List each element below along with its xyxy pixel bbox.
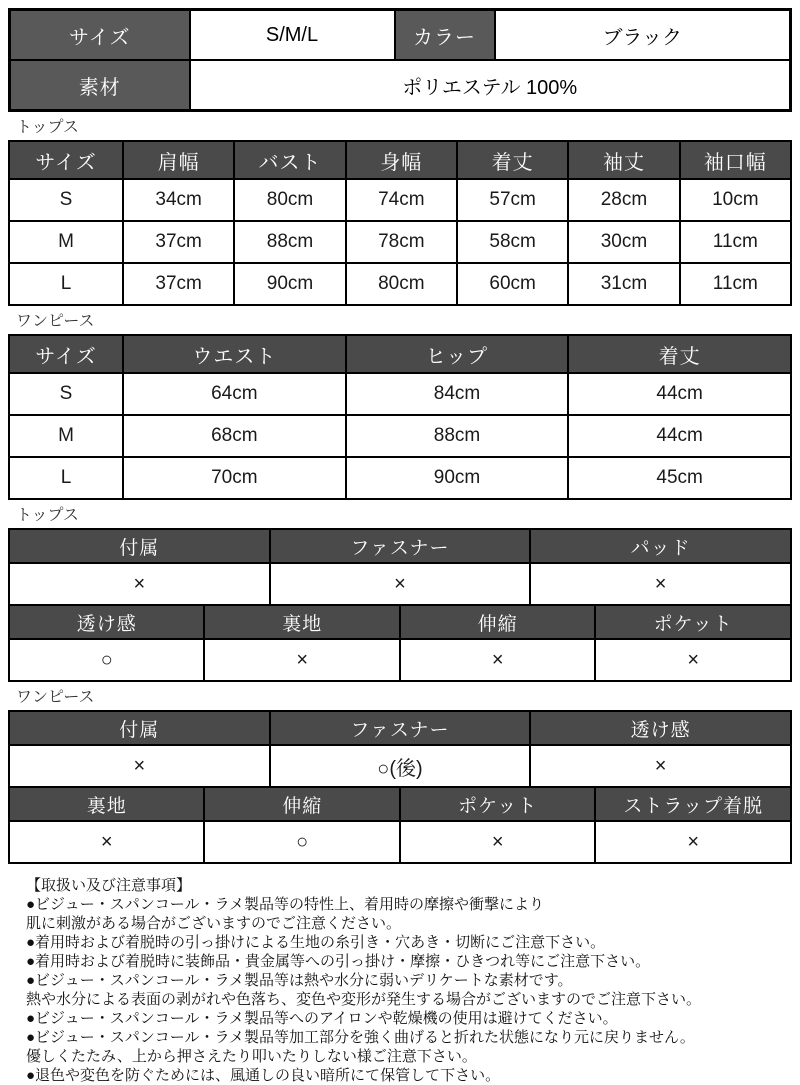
tops-header-cell: バスト bbox=[234, 141, 345, 179]
notes-title: 【取扱い及び注意事項】 bbox=[26, 877, 192, 894]
value-cell: 68cm bbox=[123, 415, 346, 457]
feature-header-cell: ストラップ着脱 bbox=[595, 787, 791, 821]
feature-header-cell: 裏地 bbox=[9, 787, 204, 821]
onepiece-header-cell: ヒップ bbox=[346, 335, 569, 373]
onepiece-header-row bbox=[9, 335, 791, 373]
tops-feat-header-row-2 bbox=[9, 605, 791, 639]
value-cell: 28cm bbox=[568, 179, 679, 221]
feature-mark-cell: × bbox=[9, 745, 270, 787]
tops-features-label: トップス bbox=[16, 507, 79, 524]
tops-header-cell: 袖丈 bbox=[568, 141, 679, 179]
tops-feat-value-row-1 bbox=[9, 563, 791, 605]
value-cell: 90cm bbox=[346, 457, 569, 499]
value-cell: 88cm bbox=[234, 221, 345, 263]
onepiece-header-cell: サイズ bbox=[9, 335, 123, 373]
onepiece-features-label: ワンピース bbox=[16, 689, 95, 706]
tops-header-cell: 肩幅 bbox=[123, 141, 234, 179]
size-cell: S bbox=[9, 373, 123, 415]
feature-mark-cell: × bbox=[270, 563, 531, 605]
onepiece-measure-label: ワンピース bbox=[16, 313, 95, 330]
value-cell: 45cm bbox=[568, 457, 791, 499]
onepiece-features-table bbox=[8, 710, 792, 864]
size-label-cell: サイズ bbox=[10, 10, 190, 61]
value-cell: 11cm bbox=[680, 263, 791, 305]
note-line: ●ビジュー・スパンコール・ラメ製品等は熱や水分に弱いデリケートな素材です。 bbox=[26, 972, 573, 989]
note-line: ●ビジュー・スパンコール・ラメ製品等へのアイロンや乾燥機の使用は避けてください。 bbox=[26, 1010, 618, 1027]
value-cell: 30cm bbox=[568, 221, 679, 263]
material-label-cell: 素材 bbox=[10, 60, 190, 111]
feature-mark-cell: × bbox=[595, 639, 791, 681]
feature-header-cell: 裏地 bbox=[204, 605, 399, 639]
onepiece-row-s bbox=[9, 373, 791, 415]
size-cell: M bbox=[9, 415, 123, 457]
info-row-material bbox=[10, 60, 791, 111]
tops-header-cell: サイズ bbox=[9, 141, 123, 179]
feature-mark-cell: ○ bbox=[204, 821, 399, 863]
tops-measure-table bbox=[8, 140, 792, 306]
value-cell: 60cm bbox=[457, 263, 568, 305]
note-line: ●着用時および着脱時の引っ掛けによる生地の糸引き・穴あき・切断にご注意下さい。 bbox=[26, 934, 606, 951]
onepiece-measure-table bbox=[8, 334, 792, 500]
value-cell: 44cm bbox=[568, 415, 791, 457]
value-cell: 78cm bbox=[346, 221, 457, 263]
value-cell: 37cm bbox=[123, 263, 234, 305]
value-cell: 88cm bbox=[346, 415, 569, 457]
size-value-cell: S/M/L bbox=[190, 10, 395, 61]
tops-header-cell: 袖口幅 bbox=[680, 141, 791, 179]
note-line: ●ビジュー・スパンコール・ラメ製品等の特性上、着用時の摩擦や衝撃により bbox=[26, 896, 545, 913]
value-cell: 58cm bbox=[457, 221, 568, 263]
feature-header-cell: ポケット bbox=[400, 787, 595, 821]
feature-header-cell: ポケット bbox=[595, 605, 791, 639]
value-cell: 84cm bbox=[346, 373, 569, 415]
tops-feat-value-row-2 bbox=[9, 639, 791, 681]
value-cell: 80cm bbox=[346, 263, 457, 305]
onepiece-row-m bbox=[9, 415, 791, 457]
value-cell: 57cm bbox=[457, 179, 568, 221]
feature-mark-cell: × bbox=[530, 563, 791, 605]
product-info-table bbox=[8, 8, 792, 112]
note-line: ●着用時および着脱時に装飾品・貴金属等への引っ掛け・摩擦・ひきつれ等にご注意下さい。 bbox=[26, 953, 651, 970]
material-value-cell: ポリエステル 100% bbox=[190, 60, 791, 111]
value-cell: 34cm bbox=[123, 179, 234, 221]
tops-row-m bbox=[9, 221, 791, 263]
note-line: 肌に刺激がある場合がございますのでご注意ください。 bbox=[26, 915, 402, 932]
onepiece-header-cell: 着丈 bbox=[568, 335, 791, 373]
onepiece-header-cell: ウエスト bbox=[123, 335, 346, 373]
color-label-cell: カラー bbox=[395, 10, 495, 61]
onepiece-feat-header-row-2 bbox=[9, 787, 791, 821]
onepiece-feat-value-row-1 bbox=[9, 745, 791, 787]
value-cell: 10cm bbox=[680, 179, 791, 221]
feature-header-cell: 付属 bbox=[9, 711, 270, 745]
tops-header-row bbox=[9, 141, 791, 179]
note-line: 熱や水分による表面の剥がれや色落ち、変色や変形が発生する場合がございますのでご注意下さい。 bbox=[26, 991, 702, 1008]
tops-measure-label: トップス bbox=[16, 119, 79, 136]
size-cell: L bbox=[9, 263, 123, 305]
note-line: 優しくたたみ、上から押さえたり叩いたりしない様ご注意下さい。 bbox=[26, 1048, 477, 1065]
handling-notes bbox=[8, 876, 792, 1085]
feature-mark-cell: × bbox=[595, 821, 791, 863]
tops-header-cell: 身幅 bbox=[346, 141, 457, 179]
note-line: ●ビジュー・スパンコール・ラメ製品等加工部分を強く曲げると折れた状態になり元に戻りません。 bbox=[26, 1029, 695, 1046]
value-cell: 11cm bbox=[680, 221, 791, 263]
feature-header-cell: 透け感 bbox=[9, 605, 204, 639]
size-cell: S bbox=[9, 179, 123, 221]
feature-mark-cell: ○(後) bbox=[270, 745, 531, 787]
onepiece-feat-value-row-2 bbox=[9, 821, 791, 863]
value-cell: 74cm bbox=[346, 179, 457, 221]
feature-header-cell: 伸縮 bbox=[400, 605, 595, 639]
value-cell: 64cm bbox=[123, 373, 346, 415]
feature-header-cell: 伸縮 bbox=[204, 787, 399, 821]
value-cell: 37cm bbox=[123, 221, 234, 263]
feature-mark-cell: × bbox=[9, 821, 204, 863]
feature-mark-cell: ○ bbox=[9, 639, 204, 681]
onepiece-feat-header-row-1 bbox=[9, 711, 791, 745]
tops-feat-header-row-1 bbox=[9, 529, 791, 563]
color-value-cell: ブラック bbox=[495, 10, 791, 61]
feature-header-cell: 付属 bbox=[9, 529, 270, 563]
value-cell: 80cm bbox=[234, 179, 345, 221]
feature-header-cell: パッド bbox=[530, 529, 791, 563]
feature-mark-cell: × bbox=[400, 639, 595, 681]
feature-mark-cell: × bbox=[400, 821, 595, 863]
tops-row-l bbox=[9, 263, 791, 305]
feature-mark-cell: × bbox=[9, 563, 270, 605]
feature-mark-cell: × bbox=[204, 639, 399, 681]
value-cell: 44cm bbox=[568, 373, 791, 415]
value-cell: 70cm bbox=[123, 457, 346, 499]
feature-mark-cell: × bbox=[530, 745, 791, 787]
feature-header-cell: 透け感 bbox=[530, 711, 791, 745]
onepiece-row-l bbox=[9, 457, 791, 499]
tops-features-table bbox=[8, 528, 792, 682]
size-cell: L bbox=[9, 457, 123, 499]
size-cell: M bbox=[9, 221, 123, 263]
info-row-size-color bbox=[10, 10, 791, 61]
tops-row-s bbox=[9, 179, 791, 221]
note-line: ●退色や変色を防ぐためには、風通しの良い暗所にて保管して下さい。 bbox=[26, 1067, 501, 1084]
value-cell: 90cm bbox=[234, 263, 345, 305]
value-cell: 31cm bbox=[568, 263, 679, 305]
feature-header-cell: ファスナー bbox=[270, 529, 531, 563]
feature-header-cell: ファスナー bbox=[270, 711, 531, 745]
tops-header-cell: 着丈 bbox=[457, 141, 568, 179]
